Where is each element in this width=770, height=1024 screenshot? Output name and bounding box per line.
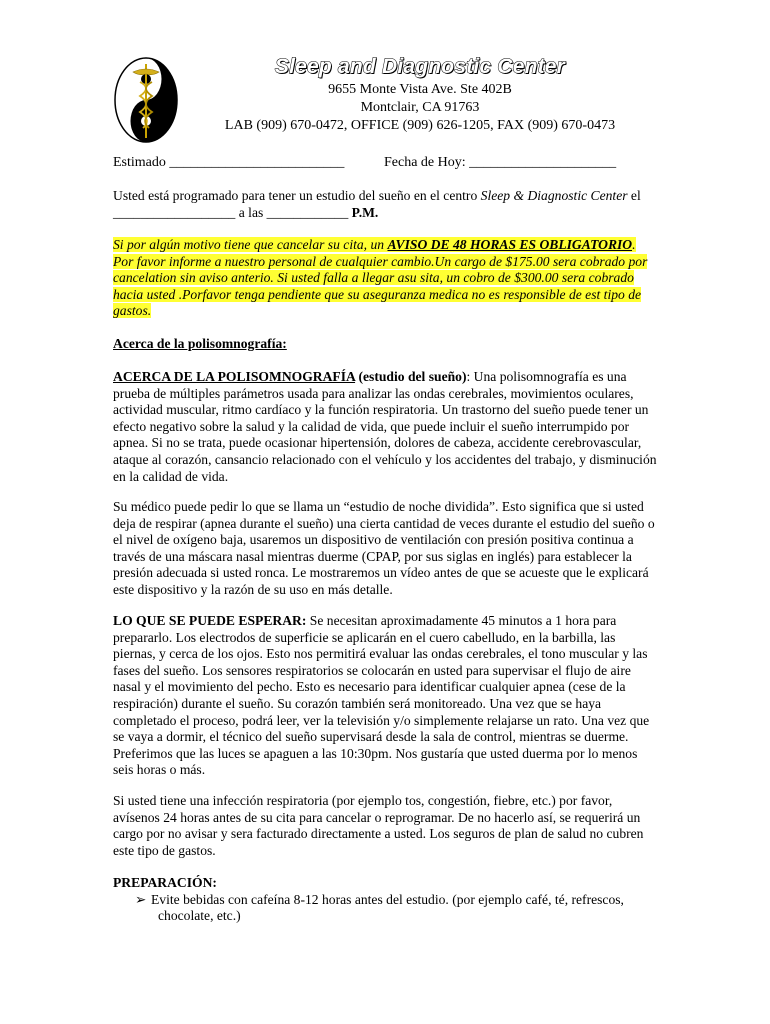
center-title: Sleep and Diagnostic Center (274, 55, 566, 78)
p3-text: Se necesitan aproximadamente 45 minutos a 1 hora para prepararlo. Los electrodos de superficie se aplicarán en el cuero cabelludo, en la barbilla, las piernas, y cerca de los ojos. Esto nos permitirá evaluar las ondas cerebrales, el tono muscular y las fases del sueño. Los sensores respiratorios se colocarán en usted para supervisar el flujo de aire nasal y el movimiento del pecho. Esto es necesario para identificar cualquier apnea (cese de la respiración) durante el sueño. Su corazón también será monitoreado. Una vez que se haya completado el proceso, podrá leer, ver la televisión y/o simplemente relajarse un rato. Una vez que se vaya a dormir, el técnico del sueño supervisará desde la sala de control, mientras se duerme. Preferimos que las luces se apaguen a las 10:30pm. Nos gustaría que usted duerma por lo menos seis horas o más. (113, 613, 650, 778)
address-line: 9655 Monte Vista Ave. Ste 402B (328, 82, 512, 97)
notice-pre: Si por algún motivo tiene que cancelar su cita, un (113, 237, 388, 252)
pm-label: P.M. (351, 204, 379, 220)
paragraph-respiratory-infection (113, 793, 658, 859)
p1-subheading: (estudio del sueño) (355, 369, 467, 384)
prep-heading: PREPARACIÓN: (113, 875, 217, 890)
section-heading (113, 336, 658, 353)
estimado-field: Estimado _________________________ (113, 155, 345, 170)
p1-heading: ACERCA DE LA POLISOMNOGRAFÍA (113, 369, 356, 384)
prep-item-1: Evite bebidas con cafeína 8-12 horas antes del estudio. (por ejemplo café, té, refrescos, (151, 891, 624, 907)
phone-line: LAB (909) 670-0472, OFFICE (909) 626-1205, FAX (909) 670-0473 (224, 118, 616, 133)
city-line: Montclair, CA 91763 (360, 100, 480, 115)
paragraph-what-to-expect (113, 613, 658, 779)
arrow-bullet-icon: ➢ (135, 891, 147, 907)
preparation-section (113, 875, 658, 925)
intro-text-end: el (627, 188, 641, 203)
p1-text: : Una polisomnografía es una prueba de múltiples parámetros usada para analizar las ondas cerebrales, movimientos oculares, actividad muscular, ritmo cardíaco y la función respiratoria. Un trastorno del sueño puede tener un efecto negativo sobre la salud y la calidad de vida, que puede incluir el sueño interrumpido por apnea. Si no se trata, puede ocasionar hipertensión, dolores de cabeza, accidente cerebrovascular, ataque al corazón, cansancio relacionado con el vehículo y los accidentes del trabajo, y disminución en la calidad de vida. (113, 369, 657, 484)
prep-item-1-cont: chocolate, etc.) (158, 908, 241, 924)
section-heading-text: Acerca de la polisomnografía: (113, 336, 287, 351)
center-name: Sleep & Diagnostic Center (480, 188, 628, 203)
intro-paragraph (113, 188, 658, 221)
p4-text: Si usted tiene una infección respiratoria (por ejemplo tos, congestión, fiebre, etc.) por favor, avísenos 24 horas antes de su cita para cancelar o reprogramar. De no hacerlo así, se requerirá un cargo por no avisar y sera facturado directamente a usted. Los seguros de plan de salud no cubren este tipo de gastos. (113, 793, 644, 858)
fecha-field: Fecha de Hoy: _____________________ (384, 155, 617, 170)
date-time-blanks: __________________ a las ____________ (113, 204, 352, 220)
cancellation-notice (113, 237, 658, 320)
p3-heading: LO QUE SE PUEDE ESPERAR: (113, 613, 307, 628)
notice-post: . Por favor informe a nuestro personal de cualquier cambio.Un cargo de $175.00 sera cobrado por cancelation sin aviso anterio. Si usted falla a llegar asu sita, un cobro de $300.00 sera cobrado hacia usted .Porfavor tenga pendiente que su aseguranza medica no es responsible de est tipo de gastos. (113, 237, 648, 319)
notice-required: AVISO DE 48 HORAS ES OBLIGATORIO (387, 237, 633, 252)
paragraph-polysomnography (113, 369, 658, 485)
p2-text: Su médico puede pedir lo que se llama un “estudio de noche dividida”. Esto significa que si usted deja de respirar (apnea durante el sueño) una cierta cantidad de veces durante el estudio del sueño o el nivel de oxígeno baja, usaremos un dispositivo de ventilación con presión positiva continua a través de una máscara nasal mientras duerme (CPAP, por sus siglas en inglés) para establecer la presión adecuada si usted ronca. Le mostraremos un vídeo antes de que se acueste que le explicará este dispositivo y la razón de su uso en más detalle. (113, 499, 655, 597)
paragraph-split-night (113, 499, 658, 599)
intro-text: Usted está programado para tener un estudio del sueño en el centro (113, 188, 481, 203)
